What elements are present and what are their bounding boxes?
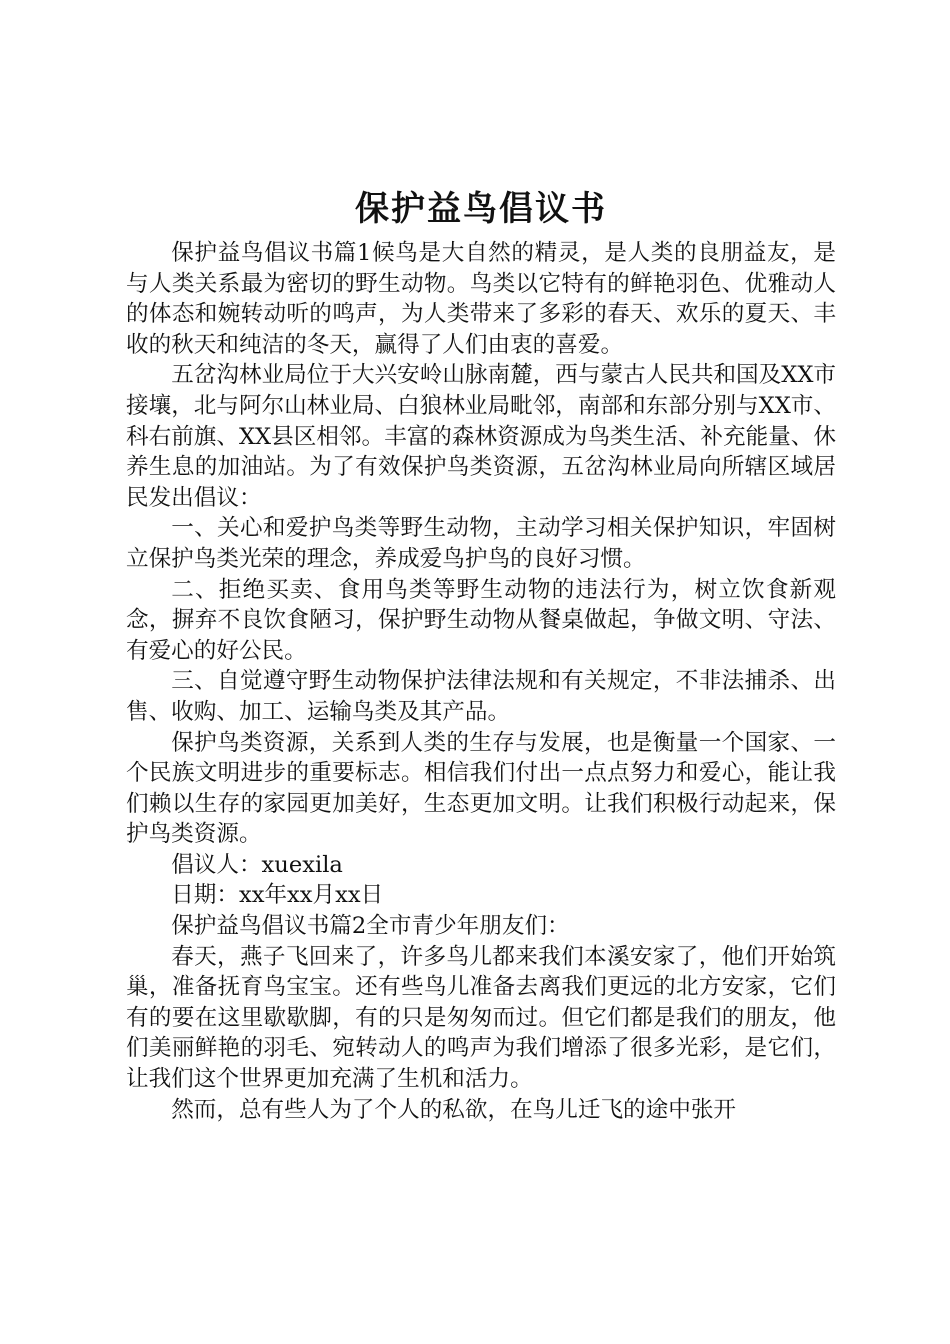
date-line: 日期：xx年xx月xx日: [171, 882, 384, 909]
paragraph-forestry-bureau: 五岔沟林业局位于大兴安岭山脉南麓，西与蒙古人民共和国及XX市接壤，北与阿尔山林业局、白狼林业局毗邻，南部和东部分别与XX市、科右前旗、XX县区相邻。丰富的森林资源成为鸟类生活、补充能量、休养生息的加油站。为了有效保护鸟类资源，五岔沟林业局向所辖区域居民发出倡议：: [126, 362, 836, 511]
paragraph-part-2-heading: 保护益鸟倡议书篇2全市青少年朋友们：: [171, 913, 570, 940]
signature-line: 倡议人：xuexila: [171, 851, 343, 878]
paragraph-however: 然而，总有些人为了个人的私欲，在鸟儿迁飞的途中张开: [171, 1096, 737, 1123]
paragraph-proposal-3: 三、自觉遵守野生动物保护法律法规和有关规定，不非法捕杀、出售、收购、加工、运输鸟类及其产品。: [126, 668, 836, 725]
paragraph-proposal-2: 二、拒绝买卖、食用鸟类等野生动物的违法行为，树立饮食新观念，摒弃不良饮食陋习，保护野生动物从餐桌做起，争做文明、守法、有爱心的好公民。: [126, 576, 836, 664]
document-body: [126, 184, 836, 1125]
document-title: 保护益鸟倡议书: [355, 189, 607, 229]
paragraph-intro: 保护益鸟倡议书篇1候鸟是大自然的精灵，是人类的良朋益友，是与人类关系最为密切的野生动物。鸟类以它特有的鲜艳羽色、优雅动人的体态和婉转动听的鸣声，为人类带来了多彩的春天、欢乐的夏天、丰收的秋天和纯洁的冬天，赢得了人们由衷的喜爱。: [126, 240, 836, 358]
paragraph-proposal-1: 一、关心和爱护鸟类等野生动物，主动学习相关保护知识，牢固树立保护鸟类光荣的理念，养成爱鸟护鸟的良好习惯。: [126, 515, 836, 572]
paragraph-spring: 春天，燕子飞回来了，许多鸟儿都来我们本溪安家了，他们开始筑巢，准备抚育鸟宝宝。还有些鸟儿准备去离我们更远的北方安家，它们有的要在这里歇歇脚，有的只是匆匆而过。但它们都是我们的朋友，他们美丽鲜艳的羽毛、宛转动人的鸣声为我们增添了很多光彩，是它们，让我们这个世界更加充满了生机和活力。: [126, 943, 836, 1093]
paragraph-conclusion: 保护鸟类资源，关系到人类的生存与发展，也是衡量一个国家、一个民族文明进步的重要标志。相信我们付出一点点努力和爱心，能让我们赖以生存的家园更加美好，生态更加文明。让我们积极行动起来，保护鸟类资源。: [126, 729, 836, 848]
